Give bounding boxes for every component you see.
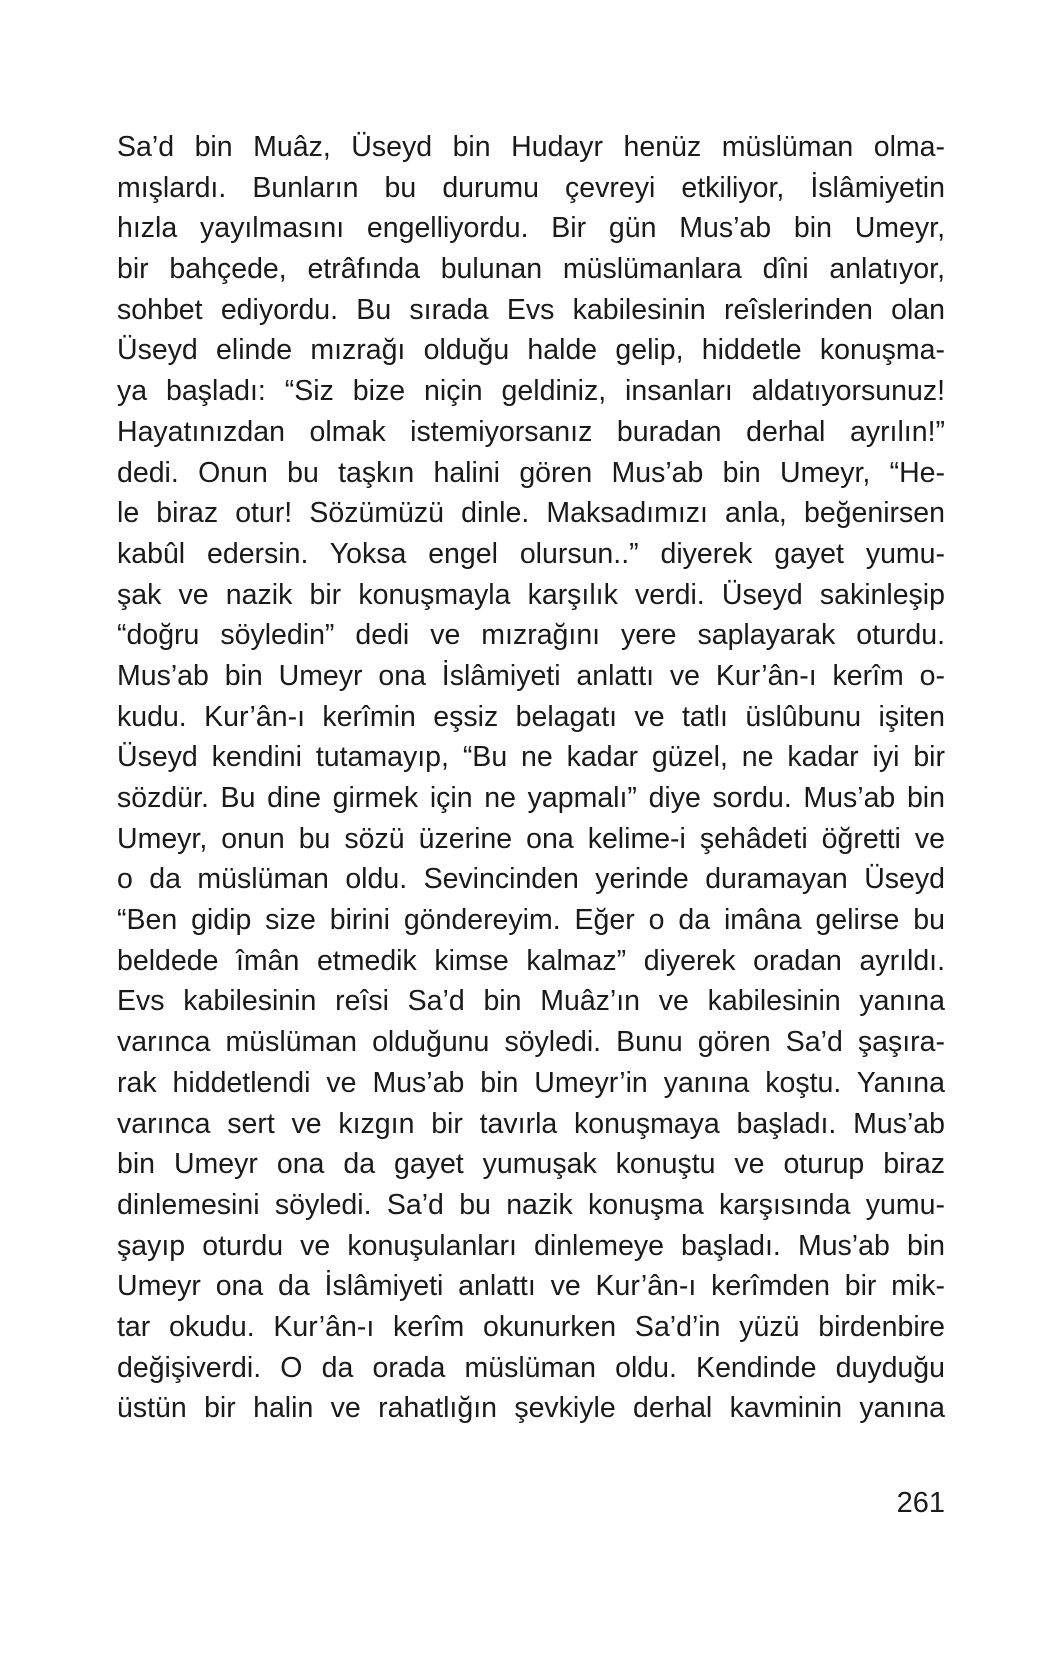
text-line: rak hiddetlendi ve Mus’ab bin Umeyr’in yanına koştu. Yanına: [117, 1066, 945, 1099]
text-line: “Ben gidip size birini göndereyim. Eğer o da imâna gelirse bu: [117, 904, 945, 937]
text-line: Umeyr, onun bu sözü üzerine ona kelime-i şehâdeti öğretti ve: [117, 822, 945, 855]
text-line: ya başladı: “Siz bize niçin geldiniz, insanları aldatıyorsunuz!: [117, 375, 945, 408]
text-line: üstün bir halin ve rahatlığın şevkiyle derhal kavminin yanına: [117, 1392, 945, 1425]
text-line: Mus’ab bin Umeyr ona İslâmiyeti anlattı ve Kur’ân-ı kerîm o-: [117, 659, 945, 692]
text-line: dinlemesini söyledi. Sa’d bu nazik konuşma karşısında yumu-: [117, 1188, 945, 1221]
text-line: bir bahçede, etrâfında bulunan müslümanlara dîni anlatıyor,: [117, 253, 945, 286]
text-line: kabûl edersin. Yoksa engel olursun..” diyerek gayet yumu-: [117, 537, 945, 570]
text-line: varınca müslüman olduğunu söyledi. Bunu gören Sa’d şaşıra-: [117, 1026, 945, 1059]
text-line: Üseyd kendini tutamayıp, “Bu ne kadar güzel, ne kadar iyi bir: [117, 741, 945, 774]
text-line: “doğru söyledin” dedi ve mızrağını yere saplayarak oturdu.: [117, 619, 945, 652]
text-line: Hayatınızdan olmak istemiyorsanız buradan derhal ayrılın!”: [117, 415, 945, 448]
text-line: dedi. Onun bu taşkın halini gören Mus’ab bin Umeyr, “He-: [117, 456, 945, 489]
text-line: mışlardı. Bunların bu durumu çevreyi etkiliyor, İslâmiyetin: [117, 171, 945, 204]
text-line: değişiverdi. O da orada müslüman oldu. Kendinde duyduğu: [117, 1351, 945, 1384]
text-line: varınca sert ve kızgın bir tavırla konuşmaya başladı. Mus’ab: [117, 1107, 945, 1140]
page-number: 261: [896, 1487, 945, 1519]
text-line: şak ve nazik bir konuşmayla karşılık verdi. Üseyd sakinleşip: [117, 578, 945, 611]
text-line: şayıp oturdu ve konuşulanları dinlemeye başladı. Mus’ab bin: [117, 1229, 945, 1262]
text-line: tar okudu. Kur’ân-ı kerîm okunurken Sa’d’in yüzü birdenbire: [117, 1310, 945, 1343]
body-text: [117, 127, 945, 1429]
text-line: le biraz otur! Sözümüzü dinle. Maksadımızı anla, beğenirsen: [117, 497, 945, 530]
text-line: beldede îmân etmedik kimse kalmaz” diyerek oradan ayrıldı.: [117, 944, 945, 977]
text-line: Üseyd elinde mızrağı olduğu halde gelip, hiddetle konuşma-: [117, 334, 945, 367]
text-line: o da müslüman oldu. Sevincinden yerinde duramayan Üseyd: [117, 863, 945, 896]
text-line: sohbet ediyordu. Bu sırada Evs kabilesinin reîslerinden olan: [117, 293, 945, 326]
text-line: Sa’d bin Muâz, Üseyd bin Hudayr henüz müslüman olma-: [117, 131, 945, 163]
text-line: kudu. Kur’ân-ı kerîmin eşsiz belagatı ve tatlı üslûbunu işiten: [117, 700, 945, 733]
text-line: Umeyr ona da İslâmiyeti anlattı ve Kur’ân-ı kerîmden bir mik-: [117, 1270, 945, 1303]
text-line: hızla yayılmasını engelliyordu. Bir gün Mus’ab bin Umeyr,: [117, 212, 945, 245]
text-line: sözdür. Bu dine girmek için ne yapmalı” diye sordu. Mus’ab bin: [117, 782, 945, 814]
text-line: bin Umeyr ona da gayet yumuşak konuştu ve oturup biraz: [117, 1148, 945, 1181]
text-line: Evs kabilesinin reîsi Sa’d bin Muâz’ın ve kabilesinin yanına: [117, 985, 945, 1018]
